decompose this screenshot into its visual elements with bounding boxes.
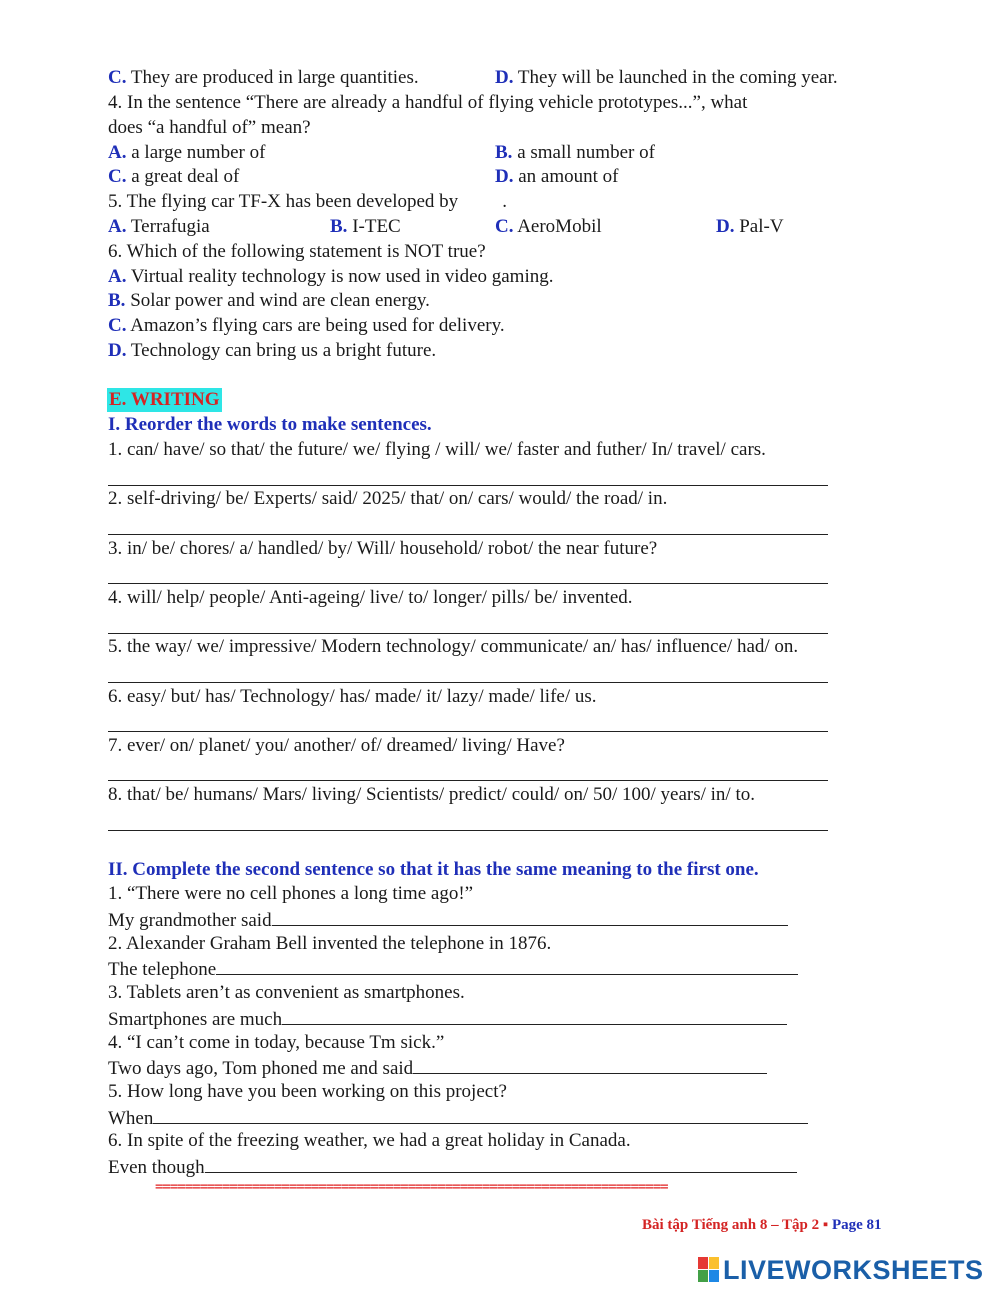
- transform-answer-row-3: Smartphones are much: [108, 1006, 787, 1032]
- transform-answer-row-1: My grandmother said: [108, 907, 788, 933]
- reorder-answer-6[interactable]: [108, 731, 828, 732]
- section-title-writing: E. WRITING: [109, 389, 220, 410]
- reorder-answer-2[interactable]: [108, 534, 828, 535]
- transform-question-1: 1. “There were no cell phones a long time ago!”: [108, 883, 474, 904]
- reorder-answer-7[interactable]: [108, 780, 828, 781]
- reorder-answer-4[interactable]: [108, 633, 828, 634]
- transform-question-4: 4. “I can’t come in today, because Tm sick.”: [108, 1032, 445, 1053]
- part1-title: I. Reorder the words to make sentences.: [108, 414, 432, 435]
- reorder-item-7: 7. ever/ on/ planet/ you/ another/ of/ dreamed/ living/ Have?: [108, 735, 565, 756]
- transform-question-2: 2. Alexander Graham Bell invented the telephone in 1876.: [108, 933, 552, 954]
- q6-option-a[interactable]: A. Virtual reality technology is now used in video gaming.: [108, 266, 554, 287]
- reorder-item-6: 6. easy/ but/ has/ Technology/ has/ made/ it/ lazy/ made/ life/ us.: [108, 686, 597, 707]
- reorder-item-3: 3. in/ be/ chores/ a/ handled/ by/ Will/ household/ robot/ the near future?: [108, 538, 658, 559]
- q5-option-c[interactable]: C. AeroMobil: [495, 216, 602, 237]
- reorder-item-1: 1. can/ have/ so that/ the future/ we/ flying / will/ we/ faster and futher/ In/ travel/ cars.: [108, 439, 766, 460]
- footer-divider: =====================================================================: [155, 1180, 668, 1194]
- reorder-answer-8[interactable]: [108, 830, 828, 831]
- q5-option-d[interactable]: D. Pal-V: [716, 216, 784, 237]
- reorder-item-8: 8. that/ be/ humans/ Mars/ living/ Scientists/ predict/ could/ on/ 50/ 100/ years/ in/ to.: [108, 784, 755, 805]
- q3-option-c[interactable]: C. They are produced in large quantities.: [108, 67, 419, 88]
- q3-option-d[interactable]: D. They will be launched in the coming year.: [495, 67, 838, 88]
- transform-question-5: 5. How long have you been working on this project?: [108, 1081, 507, 1102]
- reorder-item-2: 2. self-driving/ be/ Experts/ said/ 2025/ that/ on/ cars/ would/ the road/ in.: [108, 488, 668, 509]
- reorder-answer-1[interactable]: [108, 485, 828, 486]
- transform-answer-6[interactable]: [205, 1154, 797, 1173]
- q4-option-a[interactable]: A. a large number of: [108, 142, 266, 163]
- q5-option-a[interactable]: A. Terrafugia: [108, 216, 210, 237]
- q5-option-b[interactable]: B. I-TEC: [330, 216, 401, 237]
- reorder-item-4: 4. will/ help/ people/ Anti-ageing/ live/ to/ longer/ pills/ be/ invented.: [108, 587, 633, 608]
- transform-answer-row-5: When: [108, 1105, 808, 1131]
- reorder-answer-5[interactable]: [108, 682, 828, 683]
- liveworksheets-brand[interactable]: LIVEWORKSHEETS: [698, 1255, 984, 1286]
- q6-option-c[interactable]: C. Amazon’s flying cars are being used for delivery.: [108, 315, 505, 336]
- reorder-item-5: 5. the way/ we/ impressive/ Modern technology/ communicate/ an/ has/ influence/ had/ on.: [108, 636, 799, 657]
- transform-answer-1[interactable]: [272, 907, 788, 926]
- transform-answer-4[interactable]: [413, 1055, 767, 1074]
- q4-option-d[interactable]: D. an amount of: [495, 166, 619, 187]
- q5-stem: 5. The flying car TF-X has been developed by .: [108, 191, 507, 212]
- transform-answer-3[interactable]: [282, 1006, 787, 1025]
- q4-option-c[interactable]: C. a great deal of: [108, 166, 240, 187]
- q6-stem: 6. Which of the following statement is NOT true?: [108, 241, 486, 262]
- transform-question-3: 3. Tablets aren’t as convenient as smartphones.: [108, 982, 465, 1003]
- part2-title: II. Complete the second sentence so that it has the same meaning to the first one.: [108, 859, 759, 880]
- reorder-answer-3[interactable]: [108, 583, 828, 584]
- transform-answer-row-4: Two days ago, Tom phoned me and said: [108, 1055, 767, 1081]
- q6-option-d[interactable]: D. Technology can bring us a bright future.: [108, 340, 437, 361]
- transform-answer-2[interactable]: [216, 956, 798, 975]
- q6-option-b[interactable]: B. Solar power and wind are clean energy.: [108, 290, 430, 311]
- transform-answer-row-2: The telephone: [108, 956, 798, 982]
- q4-stem-line1: 4. In the sentence “There are already a handful of flying vehicle prototypes...”, what: [108, 92, 748, 113]
- liveworksheets-logo-icon: [698, 1257, 720, 1283]
- q4-option-b[interactable]: B. a small number of: [495, 142, 655, 163]
- transform-question-6: 6. In spite of the freezing weather, we had a great holiday in Canada.: [108, 1130, 631, 1151]
- page-footer: Bài tập Tiếng anh 8 – Tập 2 ▪ Page 81: [642, 1217, 882, 1233]
- page-number: Page 81: [831, 1217, 882, 1233]
- q4-stem-line2: does “a handful of” mean?: [108, 117, 311, 138]
- transform-answer-row-6: Even though: [108, 1154, 797, 1180]
- transform-answer-5[interactable]: [153, 1105, 808, 1124]
